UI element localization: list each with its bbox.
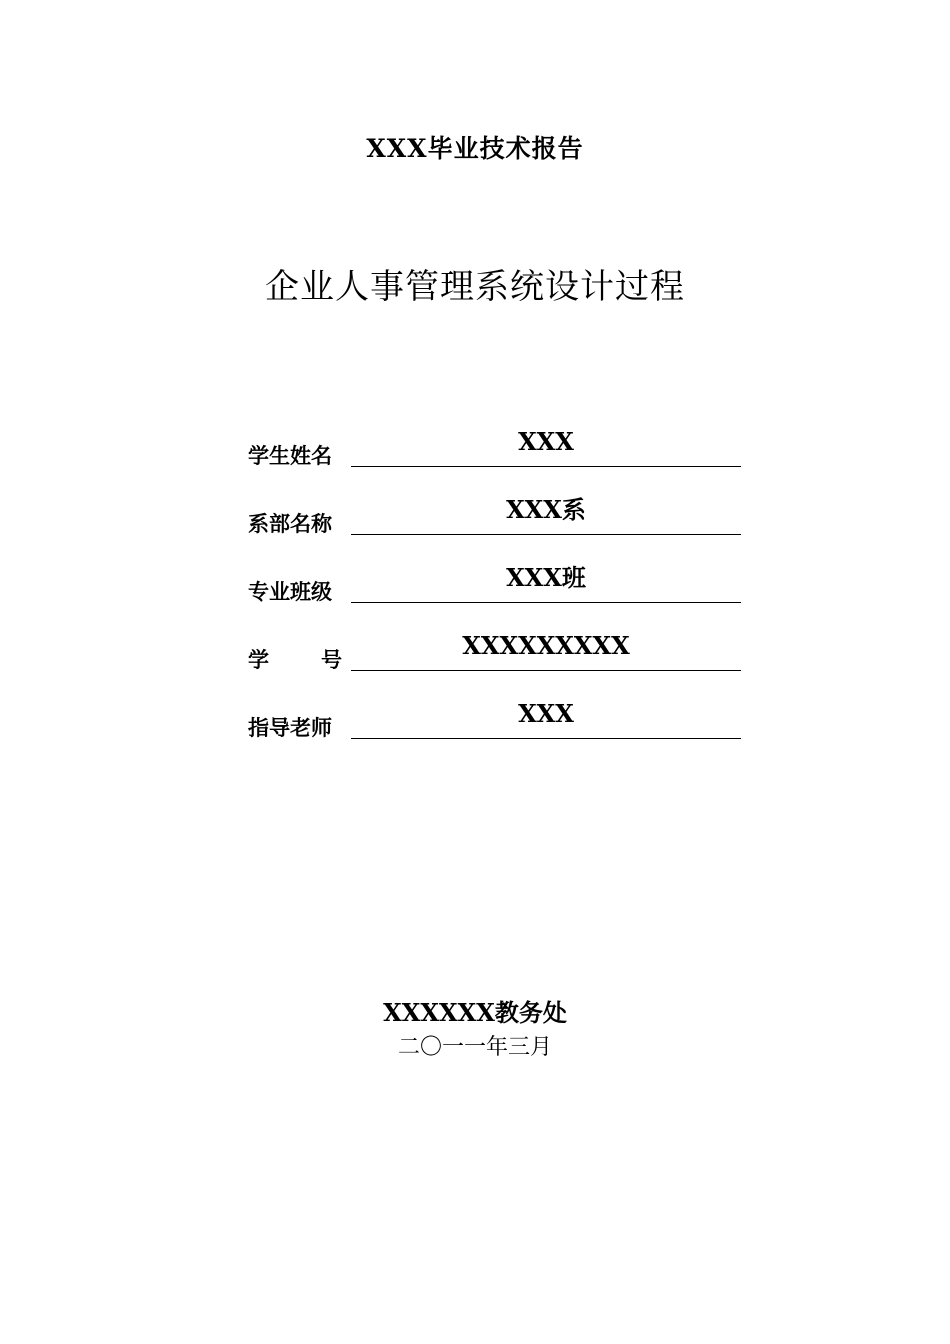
field-student-id: [351, 624, 741, 671]
label-student-id-char-1: 学: [248, 647, 269, 672]
field-student-name: [351, 420, 741, 467]
student-info-table: [248, 420, 742, 760]
info-row-student-id: [248, 624, 742, 692]
value-class: XXX班: [506, 563, 586, 592]
info-row-advisor: [248, 692, 742, 760]
info-row-department: [248, 488, 742, 556]
info-row-student-name: [248, 420, 742, 488]
label-student-id-char-2: 号: [321, 647, 342, 672]
info-row-class: [248, 556, 742, 624]
footer: [0, 996, 950, 1066]
field-advisor: [351, 692, 741, 739]
report-heading: XXX毕业技术报告: [366, 134, 584, 163]
label-advisor: 指导老师: [248, 715, 332, 740]
value-advisor: XXX: [518, 699, 574, 728]
label-department: 系部名称: [248, 511, 332, 536]
label-student-id: [248, 646, 342, 674]
field-department: [351, 488, 741, 535]
footer-date: 二〇一一年三月: [397, 1035, 552, 1060]
footer-office: XXXXXX教务处: [383, 998, 567, 1027]
label-class: 专业班级: [248, 579, 332, 604]
value-student-id: XXXXXXXXX: [462, 631, 630, 660]
report-title: 企业人事管理系统设计过程: [265, 267, 685, 307]
value-student-name: XXX: [518, 427, 574, 456]
value-department: XXX系: [506, 495, 586, 524]
field-class: [351, 556, 741, 603]
label-student-name: 学生姓名: [248, 443, 332, 468]
